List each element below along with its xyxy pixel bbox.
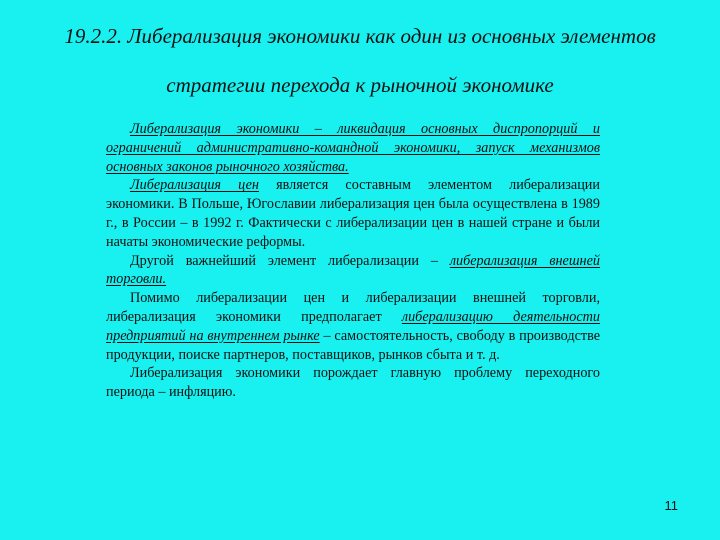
paragraph-price-liberalization	[106, 176, 600, 251]
paragraph-domestic-market	[106, 289, 600, 364]
price-liberalization-text: является составным элементом либерализации экономики. В Польше, Югославии либерализация цен была осуществлена в 1989 г., в России – в 1992 г. Фактически с либерализации цен в нашей стране и были начаты экономические реформы.	[106, 177, 600, 250]
term-domestic-market: либерализацию деятельности предприятий на внутреннем рынке	[106, 308, 601, 344]
slide-body	[106, 120, 600, 402]
slide-title	[0, 26, 720, 96]
title-line-2: стратегии перехода к рыночной экономике	[166, 73, 554, 97]
domestic-market-text: – самостоятельность, свободу в производстве продукции, поиске партнеров, поставщиков, рынков сбыта и т. д.	[106, 327, 600, 363]
term-foreign-trade: либерализация внешней торговли.	[106, 252, 600, 288]
inflation-text: Либерализация экономики порождает главную проблему переходного периода – инфляцию.	[106, 365, 600, 401]
definition-text: Либерализация экономики – ликвидация основных диспропорций и ограничений административно-командной экономики, запуск механизмов основных законов рыночного хозяйства.	[106, 121, 600, 175]
foreign-trade-lead: Другой важнейший элемент либерализации –	[130, 252, 450, 269]
paragraph-foreign-trade	[106, 252, 600, 290]
term-price-liberalization: Либерализация цен	[130, 177, 259, 194]
domestic-market-lead: Помимо либерализации цен и либерализации внешней торговли, либерализация экономики предполагает	[106, 290, 600, 325]
paragraph-inflation	[106, 364, 600, 402]
title-line-1: 19.2.2. Либерализация экономики как один из основных элементов	[64, 24, 656, 48]
page-number: 11	[664, 498, 678, 513]
paragraph-definition	[106, 120, 600, 176]
